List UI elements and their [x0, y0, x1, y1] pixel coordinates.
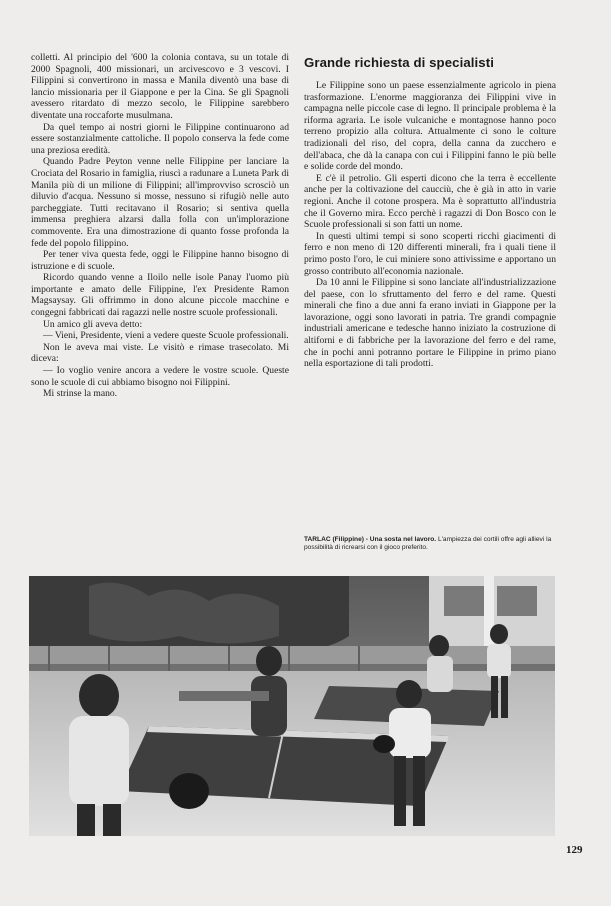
left-paragraph: colletti. Al principio del '600 la colonia contava, su un totale di 2000 Spagnoli, 400 missionari, un arcivescovo e 3 vescovi. I Filippini si convertirono in massa e Manila diventò una base di lancio missionaria per il Giappone e per la Cina. Se gli Spagnoli avessero ritardato di mezzo secolo, le Filippine sarebbero diventate una roccaforte musulmana. [31, 52, 289, 121]
caption-lead: TARLAC (Filippine) - Una sosta nel lavoro. [304, 536, 437, 543]
right-paragraph: Da 10 anni le Filippine si sono lanciate all'industrializzazione del paese, con lo sfruttamento del ferro e del rame. Questi minerali che fino a due anni fa erano inviati in Giappone per la lavorazione, oggi sono lavorati in patria. Tre grandi compagnie industriali americane e tedesche hanno iniziato la costruzione di altiforni e di fabbriche per la lavorazione del ferro e del rame, che in pochi anni potranno portare le Filippine in primo piano nella esportazione di tali prodotti. [304, 277, 556, 370]
left-paragraph: Un amico gli aveva detto: [43, 318, 143, 330]
page-number: 129 [566, 844, 583, 856]
right-paragraph: E c'è il petrolio. Gli esperti dicono che la terra è eccellente anche per la coltivazione del caucciù, che è già in atto in varie regioni. Anche il cotone prospera. Ma è soprattutto all'industria che il Governo mira. Ecco perchè i ragazzi di Don Bosco con le Scuole professionali si son fatti un nome. [304, 172, 556, 231]
left-paragraph: Non le aveva mai viste. Le visitò e rimase trasecolato. Mi diceva: [31, 341, 289, 365]
photo-illustration [29, 576, 555, 836]
section-heading: Grande richiesta di specialisti [304, 55, 494, 70]
left-paragraph: — Vieni, Presidente, vieni a vedere queste Scuole professionali. [43, 330, 289, 342]
right-paragraph: Le Filippine sono un paese essenzialmente agricolo in piena trasformazione. L'enorme maggioranza dei Filippini vive in campagna nelle piccole case di legno. Il principale problema è la riforma agraria. Le isole vulcaniche e montagnose hanno poco terreno propizio alla coltura. Attualmente ci sono le colture tradizionali del riso, del copra, della canna da zucchero e dell'abaca, che dà la canapa con cui i Filippini fanno le più belle e solide corde del mondo. [304, 80, 556, 173]
left-paragraph: Mi strinse la mano. [43, 388, 118, 400]
right-text-column [304, 80, 556, 370]
left-paragraph: Da quel tempo ai nostri giorni le Filippine continuarono ad essere sostanzialmente cattoliche. Il popolo conserva la fede come una preziosa eredità. [31, 121, 289, 156]
caption-text: L'ampiezza dei cortili offre agli allievi la possibilità di ricrearsi con il gioco preferito. [304, 536, 552, 552]
left-paragraph: Quando Padre Peyton venne nelle Filippine per lanciare la Crociata del Rosario in famiglia, riuscì a radunare a Luneta Park di Manila più di un milione di Filippini; all'improvviso scrosciò un diluvio d'acqua. Nessuno si mosse, nessuno si rifugiò nelle auto parcheggiate. Tutti recitavano il Rosario; si sentiva quella immensa preghiera alzarsi dalla folla con un'implorazione commovente. Era una dimostrazione di quanto fosse profonda la fede del popolo filippino. [31, 156, 289, 249]
photo-caption [304, 536, 558, 553]
left-paragraph: — Io voglio venire ancora a vedere le vostre scuole. Queste sono le scuole di cui abbiamo bisogno noi Filippini. [31, 365, 289, 388]
right-paragraph: In questi ultimi tempi si sono scoperti ricchi giacimenti di ferro e non meno di 120 differenti minerali, fra i quali tiene il primo posto l'oro, le cui miniere sono attivissime e apportano un grosso contributo all'economia nazionale. [304, 230, 556, 277]
left-paragraph: Per tener viva questa fede, oggi le Filippine hanno bisogno di istruzione e di scuole. [31, 249, 289, 272]
left-text-column [31, 52, 289, 400]
left-paragraph: Ricordo quando venne a Iloilo nelle isole Panay l'uomo più importante e amato delle Filippine, l'ex Presidente Ramon Magsaysay. Gli offrimmo in dono alcune piccole macchine e congegni fabbricati dai ragazzi nelle nostre scuole professionali. [31, 272, 289, 319]
photo-students-playing-table-tennis [29, 576, 555, 836]
